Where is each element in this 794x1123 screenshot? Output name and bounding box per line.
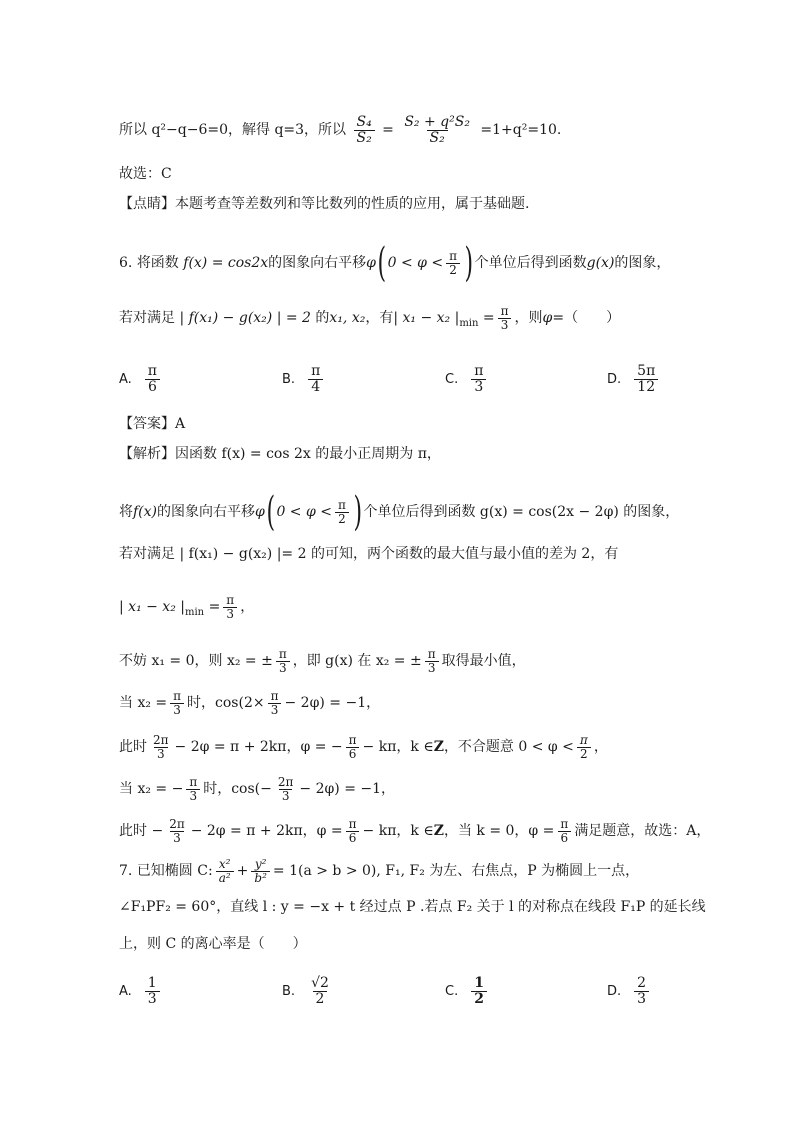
- q7-number: 7.: [119, 863, 133, 880]
- prev-line-suffix: =1+q²=10.: [480, 122, 562, 139]
- q6-analysis-9: 此时 − $\frac{2\pi}{3}$ − 2φ = π + 2kπ，φ = $\frac{\pi}{6}$ − kπ，k ∈Z，当 k = 0，φ = $\frac{\pi}{6}$ 满足题意，故选：A，: [119, 817, 711, 845]
- q6-analysis-7: 此时 $\frac{2\pi}{3}$ − 2φ = π + 2kπ，φ = − $\frac{\pi}{6}$ − kπ，k ∈Z，不合题意 0 < φ < $\frac{\pi}{2}$ ，: [119, 733, 608, 761]
- paren-right: ): [464, 240, 474, 286]
- q6-analysis-5: 不妨 x₁ = 0，则 x₂ = ± $\frac{\pi}{3}$ ，即 g(x) 在 x₂ = ± $\frac{\pi}{3}$ 取得最小值，: [119, 647, 526, 675]
- fraction-s2q: $\frac{\text{S₂ + q²S₂}}{\text{S₂}}$: [404, 114, 470, 146]
- q6-analysis-8: 当 x₂ = − $\frac{\pi}{3}$ 时，cos(− $\frac{2\pi}{3}$ − 2φ) = −1，: [119, 775, 396, 803]
- paren-left: (: [377, 240, 387, 286]
- prev-result-line: 所以 q²−q−6=0，解得 q=3，所以 $\frac{\text{S₄}}{\text{S₂}}$ = $\frac{\text{S₂ + q²S₂}}{\text{S₂}}$ =1+q²=10.: [119, 114, 562, 146]
- prev-line-prefix: 所以 q²−q−6=0，解得 q=3，所以: [119, 122, 347, 139]
- q7-stem-line1: 7. 已知椭圆 C: $\frac{\text{x²}}{\text{a²}}$ + $\frac{\text{y²}}{\text{b²}}$ = 1(a > b > 0), F₁, F₂ 为左、右焦点，P 为椭圆上一点，: [119, 857, 640, 885]
- q7-option-c[interactable]: C. $\frac{1}{2}$: [445, 976, 490, 1006]
- q6-analysis-2: 将f(x)的图象向右平移φ( 0 < φ < $\frac{\pi}{2}$ ) 个单位后得到函数 g(x) = cos(2x − 2φ) 的图象，: [119, 489, 680, 535]
- q6-option-c[interactable]: C. $\frac{\pi}{3}$: [445, 364, 489, 394]
- q6-option-d[interactable]: D. $\frac{5\pi}{12}$: [607, 364, 661, 394]
- q6-stem-line1: 6. 将函数 f(x) = cos2x的图象向右平移φ( 0 < φ < $\frac{\pi}{2}$ ) 个单位后得到函数g(x)的图象，: [119, 240, 671, 286]
- q6-number: 6.: [119, 255, 133, 271]
- q6-answer: 【答案】A: [119, 416, 186, 432]
- q7-option-b[interactable]: B. $\frac{√2}{2}$: [282, 975, 329, 1007]
- q6-stem-line2: 若对满足 | f(x₁) − g(x₂) | = 2 的x₁, x₂，有| x₁ − x₂ $|_{min}$ = $\frac{\pi}{3}$ ，则φ=（ ）: [119, 304, 621, 332]
- prev-select: 故选：C: [119, 166, 172, 182]
- fraction-s4-s2: $\frac{\text{S₄}}{\text{S₂}}$: [354, 115, 375, 145]
- q6-analysis-1: 【解析】因函数 f(x) = cos 2x 的最小正周期为 π，: [119, 446, 441, 462]
- prev-comment: 【点睛】本题考查等差数列和等比数列的性质的应用，属于基础题.: [119, 196, 530, 212]
- q7-option-a[interactable]: A. $\frac{1}{3}$: [119, 976, 163, 1006]
- q7-option-d[interactable]: D. $\frac{2}{3}$: [607, 976, 652, 1006]
- q6-option-b[interactable]: B. $\frac{\pi}{4}$: [282, 364, 326, 394]
- q6-analysis-6: 当 x₂ = $\frac{\pi}{3}$ 时，cos(2× $\frac{\pi}{3}$ − 2φ) = −1，: [119, 689, 381, 717]
- q6-analysis-3: 若对满足 | f(x₁) − g(x₂) |= 2 的可知，两个函数的最大值与最小值的差为 2，有: [119, 546, 619, 562]
- q6-option-a[interactable]: A. $\frac{\pi}{6}$: [119, 364, 163, 394]
- q7-stem-line2: ∠F₁PF₂ = 60°，直线 l : y = −x + t 经过点 P .若点 F₂ 关于 l 的对称点在线段 F₁P 的延长线: [119, 899, 706, 915]
- q7-stem-line3: 上，则 C 的离心率是（ ）: [119, 936, 307, 952]
- q6-analysis-4: | x₁ − x₂ $|_{min}$ = $\frac{\pi}{3}$ ，: [119, 593, 255, 621]
